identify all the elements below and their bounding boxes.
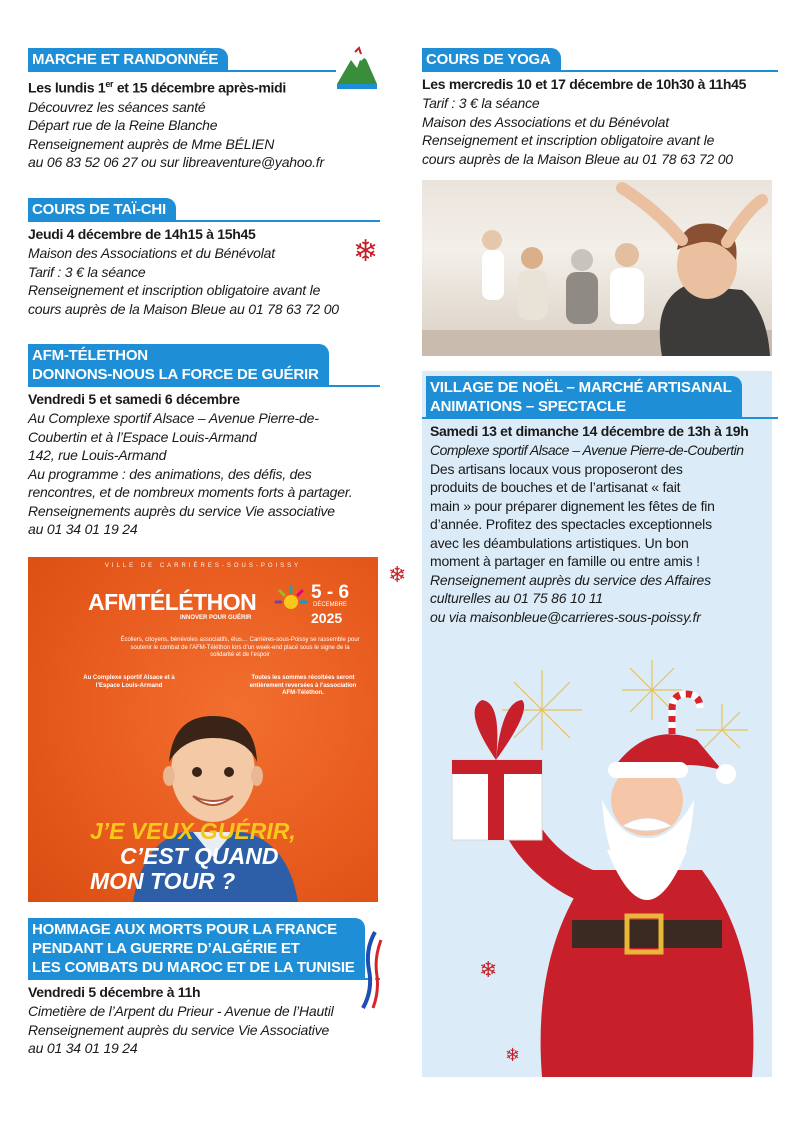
taichi-rule (28, 220, 380, 222)
poster-sums: Toutes les sommes récoltées seront entièrement reversées à l’association AFM-Téléthon. (249, 675, 357, 696)
poster-dates: 5 - 6 (311, 582, 350, 603)
hommage-line: Cimetière de l’Arpent du Prieur - Avenue de l’Hautil (28, 1003, 334, 1019)
village-place: Complexe sportif Alsace – Avenue Pierre-de-Coubertin (430, 442, 744, 458)
gift-icon (452, 700, 542, 840)
afm-line: Renseignements auprès du service Vie associative (28, 502, 335, 519)
poster-brand: AFMTÉLÉTHON (88, 589, 257, 615)
marche-line: au 06 83 52 06 27 ou sur libreaventure@yahoo.fr (28, 154, 324, 171)
yoga-photo (422, 180, 772, 356)
village-date: Samedi 13 et dimanche 14 décembre de 13h à 19h (430, 423, 749, 439)
afm-title: AFM-TÉLETHON DONNONS-NOUS LA FORCE DE GUÉRIR (28, 344, 329, 385)
marche-line: Découvrez les séances santé (28, 98, 206, 115)
poster-ville: VILLE DE CARRIÈRES-SOUS-POISSY (104, 563, 302, 569)
marche-line: Renseignement auprès de Mme BÉLIEN (28, 135, 275, 152)
afm-section (28, 344, 380, 539)
yoga-line: Renseignement et inscription obligatoire avant le (422, 132, 715, 148)
village-title: VILLAGE DE NOËL – MARCHÉ ARTISANAL ANIMATIONS – SPECTACLE (426, 376, 742, 417)
santa-illustration (422, 650, 778, 1077)
taichi-line: cours auprès de la Maison Bleue au 01 78 63 72 00 (28, 300, 339, 317)
libre-aventure-logo (333, 44, 381, 92)
marche-title: MARCHE ET RANDONNÉE (28, 48, 228, 70)
poster-month: DÉCEMBRE (313, 602, 348, 608)
taichi-section (28, 198, 380, 318)
fireworks-icon (502, 660, 748, 750)
village-contact: Renseignement auprès du service des Affaires (430, 571, 711, 588)
afm-line: rencontres, et de nombreux moments forts à partager. (28, 484, 353, 500)
yoga-title: COURS DE YOGA (422, 48, 561, 70)
yoga-line: Maison des Associations et du Bénévolat (422, 113, 669, 130)
hommage-line: au 01 34 01 19 24 (28, 1040, 138, 1056)
village-body: d’année. Profitez des spectacles exceptionnels (430, 516, 712, 532)
poster-place: Au Complexe sportif Alsace et à l’Espace Louis-Armand (83, 675, 175, 689)
afm-line: Coubertin et à l’Espace Louis-Armand (28, 428, 257, 445)
village-rule (422, 417, 778, 419)
poster-year: 2025 (311, 610, 343, 626)
village-contact: ou via maisonbleue@carrieres-sous-poissy.fr (430, 608, 701, 625)
afm-line: au 01 34 01 19 24 (28, 521, 138, 537)
taichi-line: Renseignement et inscription obligatoire avant le (28, 282, 321, 298)
poster-tag: INNOVER POUR GUÉRIR (180, 615, 252, 621)
yoga-line: cours auprès de la Maison Bleue au 01 78 63 72 00 (422, 150, 733, 167)
marche-rule (28, 70, 336, 72)
snowflake-icon: ❄ (479, 957, 498, 982)
poster-intro: Écoliers, citoyens, bénévoles associatifs, élus… Carrières-sous-Poissy se rassemble pour soutenir le combat de l’AFM-Téléthon lors d’un week-end placé sous le signe de la solidarité et de l’espoir (120, 637, 360, 659)
village-body: avec les déambulations artistiques. Un bon (430, 534, 689, 551)
poster-slogan: J’E VEUX GUÉRIR, C’EST QUAND MON TOUR ? (90, 818, 296, 894)
village-body: main » pour préparer dignement les fêtes de fin (430, 497, 715, 514)
yoga-line: Tarif : 3 € la séance (422, 95, 540, 111)
hommage-title: HOMMAGE AUX MORTS POUR LA FRANCE PENDANT LA GUERRE D’ALGÉRIE ET LES COMBATS DU MAROC ET DE LA TUNISIE (28, 918, 365, 978)
yoga-rule (422, 70, 778, 72)
taichi-title: COURS DE TAÏ-CHI (28, 198, 176, 220)
sun-logo-icon (274, 585, 308, 619)
marche-date: Les lundis 1er et 15 décembre après-midi (28, 79, 286, 96)
village-body: produits de bouches et de l’artisanat « fait (430, 479, 681, 495)
marche-section (28, 48, 336, 172)
hommage-line: Renseignement auprès du service Vie Associative (28, 1021, 330, 1038)
snowflake-icon: ❄ (388, 562, 407, 587)
taichi-line: Tarif : 3 € la séance (28, 263, 146, 280)
yoga-section (422, 48, 778, 168)
taichi-date: Jeudi 4 décembre de 14h15 à 15h45 (28, 226, 256, 242)
afm-date: Vendredi 5 et samedi 6 décembre (28, 391, 240, 407)
hommage-rule (28, 978, 380, 980)
yoga-date: Les mercredis 10 et 17 décembre de 10h30 à 11h45 (422, 76, 747, 92)
village-contact: culturelles au 01 75 86 10 11 (430, 590, 603, 606)
village-body: Des artisans locaux vous proposeront des (430, 460, 683, 477)
village-section (422, 376, 778, 626)
afm-line: 142, rue Louis-Armand (28, 447, 167, 463)
afm-line: Au Complexe sportif Alsace – Avenue Pierre-de- (28, 410, 319, 426)
french-flag-icon (357, 930, 383, 1010)
hommage-section (28, 918, 380, 1058)
afm-line: Au programme : des animations, des défis, des (28, 465, 312, 482)
yoga-people-illustration (422, 180, 772, 356)
snowflake-icon: ❄ (505, 1045, 521, 1065)
taichi-line: Maison des Associations et du Bénévolat (28, 245, 275, 261)
telethon-poster (28, 557, 378, 902)
afm-rule (28, 385, 380, 387)
marche-line: Départ rue de la Reine Blanche (28, 117, 218, 134)
hommage-date: Vendredi 5 décembre à 11h (28, 984, 201, 1000)
snowflake-icon: ❄ (353, 235, 379, 268)
village-body: moment à partager en famille ou entre amis ! (430, 553, 700, 569)
